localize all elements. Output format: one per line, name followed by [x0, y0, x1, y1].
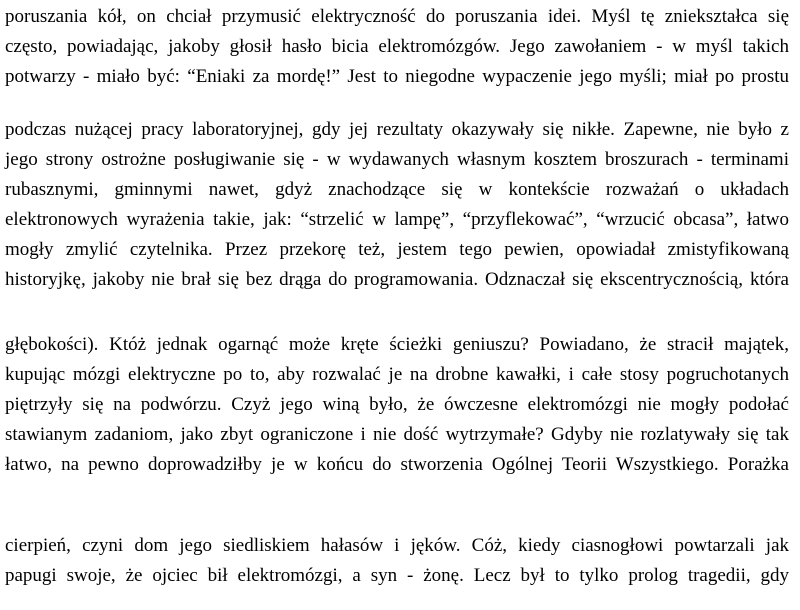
text-line: poruszania kół, on chciał przymusić elektryczność do poruszania idei. Myśl tę zniekształca się: [5, 6, 789, 27]
text-line: jego strony ostrożne posługiwanie się - w wydawanych własnym kosztem broszurach - terminami: [5, 149, 789, 170]
text-line: stawianym zadaniom, jako zbyt ograniczone i nie dość wytrzymałe? Gdyby nie rozlatywały się tak: [5, 424, 789, 445]
text-line: elektronowych wyrażenia takie, jak: “strzelić w lampę”, “przyflekować”, “wrzucić obcasa”, łatwo: [5, 209, 789, 230]
text-line: potwarzy - miało być: “Eniaki za mordę!” Jest to niegodne wypaczenie jego myśli; miał po prostu: [5, 66, 789, 87]
text-fragment-1: [5, 2, 789, 92]
text-fragment-3: [5, 330, 789, 480]
text-line: historyjkę, jakoby nie brał się bez drąga do programowania. Odznaczał się ekscentrycznością, która: [5, 269, 789, 290]
text-line: podczas nużącej pracy laboratoryjnej, gdy jej rezultaty okazywały się nikłe. Zapewne, nie było z: [5, 119, 789, 140]
text-line: rubasznymi, gminnymi nawet, gdyż znachodzące się w kontekście rozważań o układach: [5, 179, 789, 200]
text-line: piętrzyły się na podwórzu. Czyż jego winą było, że ówczesne elektromózgi nie mogły podołać: [5, 394, 789, 415]
text-line: często, powiadając, jakoby głosił hasło bicia elektromózgów. Jego zawołaniem - w myśl takich: [5, 36, 789, 57]
text-line: głębokości). Któż jednak ogarnąć może kręte ścieżki geniuszu? Powiadano, że stracił majątek,: [5, 334, 789, 355]
text-line: łatwo, na pewno doprowadziłby je w końcu do stworzenia Ogólnej Teorii Wszystkiego. Porażka: [5, 454, 789, 475]
text-fragment-4: [5, 531, 789, 591]
text-line: kupując mózgi elektryczne po to, aby rozwalać je na drobne kawałki, i całe stosy pogruchotanych: [5, 364, 789, 385]
text-line: mogły zmylić czytelnika. Przez przekorę też, jestem tego pewien, opowiadał zmistyfikowaną: [5, 239, 789, 260]
text-line: cierpień, czyni dom jego siedliskiem hałasów i jęków. Cóż, kiedy ciasnogłowi powtarzali jak: [5, 535, 789, 556]
text-line: papugi swoje, że ojciec bił elektromózgi, a syn - żonę. Lecz był to tylko prolog tragedii, gdy: [5, 565, 789, 586]
text-fragment-2: [5, 115, 789, 295]
